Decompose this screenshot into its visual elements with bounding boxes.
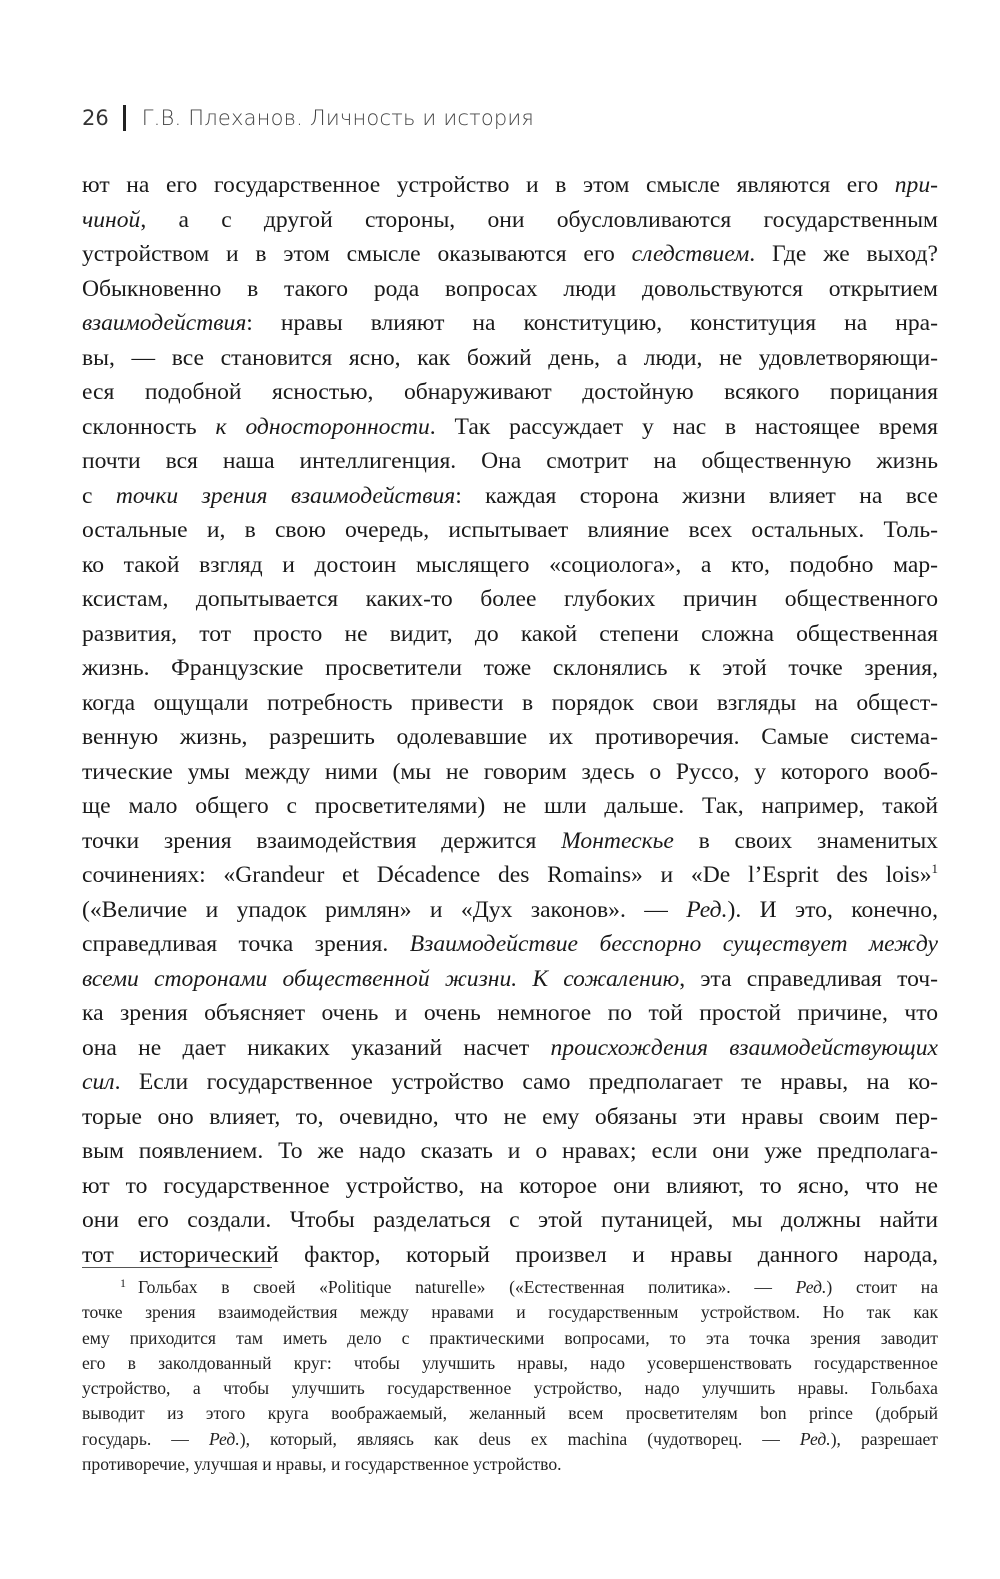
- text-line: [82, 1326, 938, 1351]
- italic-span: взаимодействия: [82, 310, 247, 336]
- text-line: [82, 375, 938, 410]
- text-span: ), который, являясь как deus ex machina (чудотворец. —: [239, 1428, 800, 1449]
- text-line: [82, 1100, 938, 1135]
- text-line: [82, 548, 938, 583]
- text-span: ко такой взгляд и достоин мыслящего «социолога», а кто, подобно мар-: [82, 551, 938, 578]
- text-span: Обыкновенно в такого рода вопросах люди довольствуются открытием: [82, 275, 938, 302]
- text-line: [82, 617, 938, 652]
- italic-span: Ред.: [795, 1277, 827, 1297]
- text-span: ка зрения объясняет очень и очень немногое по той простой причине, что: [82, 1000, 938, 1026]
- text-span: точки зрения взаимодействия держится: [82, 827, 562, 854]
- text-span: ) стоит на: [826, 1277, 938, 1297]
- italic-span: Ред.: [799, 1428, 831, 1449]
- text-span: : нравы влияют на конституцию, конституция на нра-: [246, 310, 938, 336]
- text-span: торые оно влияет, то, очевидно, что не ему обязаны эти нравы своим пер-: [82, 1103, 938, 1130]
- text-line: [82, 513, 938, 548]
- text-span: почти вся наша интеллигенция. Она смотрит на общественную жизнь: [82, 448, 938, 474]
- text-span: ксистам, допытывается каких-то более глубоких причин общественного: [82, 586, 938, 612]
- text-span: ). И это, конечно,: [727, 896, 938, 923]
- text-line: [82, 1452, 938, 1477]
- text-line: [82, 996, 938, 1031]
- text-line: [82, 1169, 938, 1204]
- italic-span: Ред.: [686, 896, 728, 923]
- italic-span: Взаимодействие бесспорно существует между: [409, 931, 938, 957]
- italic-span: к односторонности: [215, 413, 430, 440]
- text-span: они его создали. Чтобы разделаться с этой путаницей, мы должны найти: [82, 1207, 938, 1233]
- text-span: ют то государственное устройство, на которое они влияют, то ясно, что не: [82, 1172, 938, 1199]
- text-line: [82, 1031, 938, 1066]
- text-span: с: [82, 482, 116, 509]
- text-span: . Так рассуждает у нас в настоящее время: [429, 413, 938, 440]
- text-span: остальные и, в свою очередь, испытывает влияние всех остальных. Толь-: [82, 517, 938, 543]
- text-line: [82, 755, 938, 790]
- italic-span: точки зрения взаимодействия: [115, 482, 456, 509]
- text-span: развития, тот просто не видит, до какой степени сложна общественная: [82, 620, 938, 647]
- page-number: 26: [82, 106, 109, 130]
- text-span: Гольбах в своей «Politique naturelle» («Естественная политика». —: [138, 1277, 796, 1297]
- text-line: [82, 1351, 938, 1376]
- footnote-mark: 1: [120, 1276, 126, 1290]
- text-span: выводит из этого круга воображаемый, желанный всем просветителям bon prince (добрый: [82, 1403, 938, 1424]
- text-span: тические умы между ними (мы не говорим здесь о Руссо, у которого вооб-: [82, 758, 938, 785]
- text-span: венную жизнь, разрешить одолевавшие их противоречия. Самые системa-: [82, 724, 938, 750]
- text-line: [82, 1427, 938, 1452]
- main-text: [82, 168, 938, 1272]
- text-line: [82, 272, 938, 307]
- text-span: справедливая точка зрения.: [82, 931, 410, 957]
- italic-span: Монтескье: [561, 827, 674, 854]
- text-span: . Где же выход?: [749, 241, 938, 267]
- text-span: ют на его государственное устройство и в этом смысле являются его: [82, 172, 895, 198]
- text-span: вы, — все становится ясно, как божий день, а люди, не удовлетворяющи-: [82, 344, 938, 371]
- text-span: его в заколдованный круг: чтобы улучшить нравы, надо усовершенствовать государственное: [82, 1352, 938, 1373]
- text-span: противоречие, улучшая и нравы, и государственное устройство.: [82, 1454, 562, 1475]
- italic-span: при-: [894, 172, 938, 198]
- text-span: . Если государственное устройство само предполагает те нравы, на ко-: [114, 1069, 938, 1095]
- text-line: [82, 858, 938, 893]
- text-span: еся подобной ясностью, обнаруживают достойную всякого порицания: [82, 379, 938, 405]
- text-span: государь. —: [82, 1428, 209, 1449]
- text-line: [82, 789, 938, 824]
- text-line: [82, 1376, 938, 1401]
- text-span: точке зрения взаимодействия между нравами и государственным устройством. Но так как: [82, 1302, 938, 1323]
- text-line: [82, 720, 938, 755]
- text-span: в своих знаменитых: [673, 827, 938, 854]
- text-line: [82, 1065, 938, 1100]
- text-span: ), разрешает: [830, 1428, 938, 1449]
- text-line: [82, 237, 938, 272]
- italic-span: Ред.: [208, 1428, 240, 1449]
- text-line: [82, 651, 938, 686]
- text-span: : каждая сторона жизни влияет на все: [455, 482, 938, 509]
- text-line: [82, 479, 938, 514]
- text-span: жизнь. Французские просветители тоже склонялись к этой точке зрения,: [82, 655, 938, 681]
- running-header: [82, 98, 942, 138]
- text-span: устройство, а чтобы улучшить государственное устройство, надо улучшить нравы. Гольбаха: [82, 1378, 938, 1399]
- text-span: вым появлением. То же надо сказать и о нравах; если они уже предполага-: [82, 1138, 938, 1164]
- italic-span: следствием: [631, 241, 750, 267]
- text-line: [82, 1300, 938, 1325]
- text-line: [82, 1401, 938, 1426]
- text-span: , а с другой стороны, они обусловливаются государственным: [140, 206, 938, 233]
- text-line: [82, 203, 938, 238]
- text-line: [82, 962, 938, 997]
- text-line: [82, 893, 938, 928]
- text-line: [82, 1203, 938, 1238]
- italic-span: чиной: [82, 206, 141, 233]
- text-line: [82, 582, 938, 617]
- footnote-ref: 1: [931, 861, 938, 876]
- text-span: когда ощущали потребность привести в порядок свои взгляды на общест-: [82, 689, 938, 716]
- italic-span: происхождения взаимодействующих: [550, 1034, 938, 1061]
- text-span: устройством и в этом смысле оказываются его: [82, 241, 632, 267]
- text-line: [82, 410, 938, 445]
- text-line: [82, 444, 938, 479]
- text-line: [82, 306, 938, 341]
- text-span: сочинениях: «Grandeur et Décadence des Romains» и «De l’Esprit des lois»: [82, 862, 932, 888]
- header-divider: [123, 105, 126, 131]
- text-span: склонность: [82, 413, 216, 440]
- footnote: [82, 1275, 938, 1477]
- text-line: [82, 1275, 938, 1300]
- text-span: тот исторический фактор, который произвел и нравы данного народа,: [82, 1241, 938, 1268]
- text-span: ще мало общего с просветителями) не шли дальше. Так, например, такой: [82, 793, 938, 819]
- text-line: [82, 341, 938, 376]
- text-line: [82, 1134, 938, 1169]
- text-line: [82, 927, 938, 962]
- text-span: («Величие и упадок римлян» и «Дух законов». —: [82, 896, 687, 923]
- italic-span: всеми сторонами общественной жизни. К сожалению: [82, 965, 680, 992]
- text-span: , эта справедливая точ-: [679, 965, 938, 992]
- text-span: она не дает никаких указаний насчет: [82, 1034, 551, 1061]
- text-line: [82, 168, 938, 203]
- text-line: [82, 824, 938, 859]
- running-title: Г.В. Плеханов. Личность и история: [141, 106, 535, 130]
- footnote-rule: [82, 1267, 272, 1268]
- italic-span: сил: [82, 1069, 115, 1095]
- text-span: ему приходится там иметь дело с практическими вопросами, то эта точка зрения заводит: [82, 1327, 938, 1348]
- text-line: [82, 686, 938, 721]
